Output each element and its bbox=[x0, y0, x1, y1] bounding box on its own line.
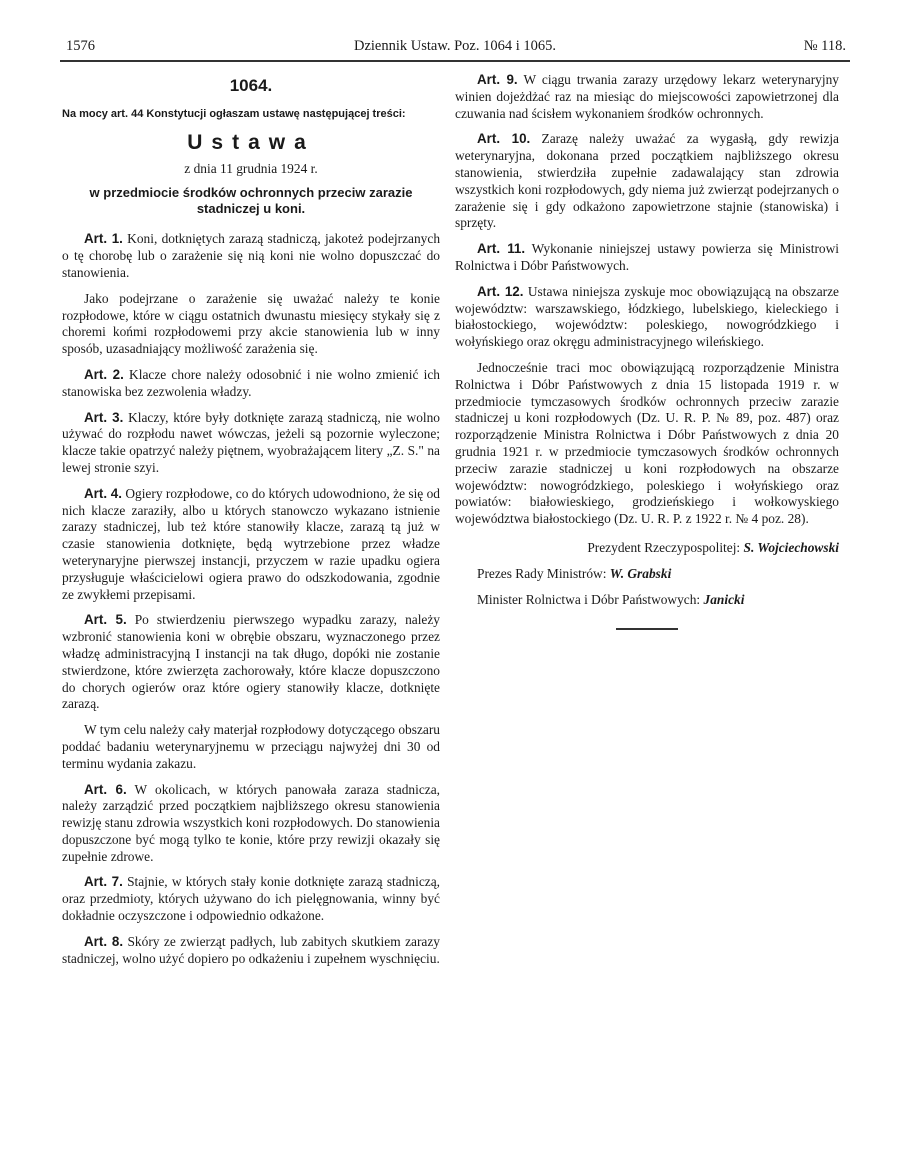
article-label: Art. 11. bbox=[477, 241, 526, 257]
article-label: Art. 8. bbox=[84, 933, 124, 949]
article-label: Art. 10. bbox=[477, 131, 531, 147]
article-label: Art. 4. bbox=[84, 485, 122, 501]
article-8 bbox=[62, 934, 440, 968]
act-title: Ustawa bbox=[187, 130, 315, 154]
act-subject: w przedmiocie środków ochronnych przeciw zarazie stadniczej u koni. bbox=[89, 185, 413, 217]
end-rule bbox=[616, 628, 678, 630]
article-text: Skóry ze zwierząt padłych, lub zabitych skutkiem zarazy stadniczej, wolno użyć dopiero po odkażeniu i zupełnem wyschnięciu. bbox=[62, 933, 441, 966]
article-10 bbox=[455, 131, 839, 232]
article-text: Zarazę należy uważać za wygasłą, gdy rewizja weterynaryjna, dokonana przed początkiem najbliższego okresu stanowienia, stwierdziła zupełnie zadawalający stan zdrowia wszystkich koni rozpłodowych, gdy niema już zwierząt podejrzanych o zarażenie się i gdy odkażono zapowietrzone stajnie (stanowiska) i sprzęty. bbox=[455, 131, 839, 231]
signature-prime-minister bbox=[455, 566, 839, 583]
header-rule bbox=[60, 60, 850, 62]
article-label: Art. 6. bbox=[84, 781, 127, 797]
journal-title: Dziennik Ustaw. Poz. 1064 i 1065. bbox=[353, 38, 557, 54]
article-1-par-2: Jako podejrzane o zarażenie się uważać należy te konie rozpłodowe, które w ciągu ostatnich dwunastu miesięcy stykały się z choremi końmi rozpłodowemi przy akcie stanowienia lub w inny sposób, uzasadniający możliwość zarażenia się. bbox=[62, 290, 440, 357]
page-number: 1576 bbox=[66, 38, 95, 54]
left-column bbox=[62, 72, 440, 976]
article-text: W ciągu trwania zarazy urzędowy lekarz weterynaryjny winien dojeżdżać raz na miesiąc do miejscowości zapowietrzonej dla czuwania nad ścisłem wykonaniem środków ochronnych. bbox=[455, 72, 839, 121]
article-label: Art. 9. bbox=[477, 72, 518, 87]
issue-number: № 118. bbox=[803, 38, 846, 54]
article-text: Klaczy, które były dotknięte zarazą stadniczą, nie wolno używać do rozpłodu nawet wówczas, jeżeli są pozornie wyleczone; klacze takie opatrzyć należy piętnem, wyobrażającem litery „Z. S." na lewej stronie szyi. bbox=[62, 409, 440, 475]
article-label: Art. 1. bbox=[84, 231, 123, 247]
signature-name: W. Grabski bbox=[609, 565, 672, 581]
article-text: W okolicach, w których panowała zaraza stadnicza, należy zarządzić przed początkiem najbliższego okresu stanowienia rewizję stanu zdrowia wszystkich koni rozpłodowych. Do stanowienia dopuszczone być mogą tylko te konie, które przy rewizji okazały się zupełnie zdrowe. bbox=[62, 781, 440, 864]
article-text: Klacze chore należy odosobnić i nie wolno zmienić ich stanowiska bez zezwolenia władzy. bbox=[62, 366, 440, 399]
article-9 bbox=[455, 72, 839, 122]
article-5-par-2: W tym celu należy cały materjał rozpłodowy dotyczącego obszaru poddać badaniu weterynaryjnemu w przeciągu najwyżej dni 30 od terminu wydania zakazu. bbox=[62, 722, 440, 771]
signature-president bbox=[455, 540, 839, 557]
article-4 bbox=[62, 486, 440, 604]
signature-name: S. Wojciechowski bbox=[743, 539, 839, 555]
article-3 bbox=[62, 410, 440, 477]
article-text: Ustawa niniejsza zyskuje moc obowiązującą na obszarze województw: warszawskiego, łódzkiego, lubelskiego, kieleckiego i białostockiego, województw: poleskiego, nowogródzkiego i wołyńskiego oraz okręgu administracyjnego wileńskiego. bbox=[455, 283, 839, 350]
act-date: z dnia 11 grudnia 1924 r. bbox=[184, 160, 318, 176]
article-2 bbox=[62, 367, 440, 401]
article-12 bbox=[455, 284, 839, 351]
article-label: Art. 7. bbox=[84, 874, 123, 890]
right-column bbox=[455, 72, 839, 630]
article-1 bbox=[62, 231, 440, 281]
article-label: Art. 12. bbox=[477, 283, 524, 299]
article-5 bbox=[62, 612, 440, 713]
article-12-par-2: Jednocześnie traci moc obowiązującą rozporządzenie Ministra Rolnictwa i Dóbr Państwowych z dnia 15 listopada 1919 r. w przedmiocie tymczasowych środków ochronnych przeciw zarazie stadniczej u koni rozpłodowych (Dz. U. R. P. № 89, poz. 487) oraz rozporządzenie Ministra Rolnictwa i Dóbr Państwowych z dnia 20 grudnia 1921 r. w przedmiocie tymczasowych środków ochronnych przeciw zarazie stadniczej u koni rozpłodowych na obszarze województw: nowogródzkiego, poleskiego i wołyńskiego oraz powiatów: białowieskiego, grodzieńskiego i wołkowyskiego województwa białostockiego (Dz. U. R. P. z 1922 r. № 4 poz. 28). bbox=[455, 359, 839, 527]
article-7 bbox=[62, 874, 440, 924]
article-text: Ogiery rozpłodowe, co do których udowodniono, że się od nich klacze zaraziły, albo u których stanowczo wykazano istnienie zarazy stadniczej, lub też które stanowiły klacze, zarazą tą już w czasie stanowienia dotknięte, będą wytrzebione przez władze weterynaryjne pierwszej instancji, przyczem w razie upadku ogiera przysługuje właścicielowi ogiera prawo do odszkodowania, zgodnie ze zwykłemi przepisami. bbox=[62, 485, 440, 602]
page-header bbox=[60, 34, 850, 60]
signature-title: Prezes Rady Ministrów: bbox=[477, 565, 610, 581]
article-label: Art. 2. bbox=[84, 366, 124, 382]
article-text: Po stwierdzeniu pierwszego wypadku zarazy, należy wzbronić stanowienia koni w obrębie obszaru, wyznaczonego przez władzę administracyjną I instancji na tak długo, dopóki nie zostanie stwierdzone, które zwierzęta zachorowały, które klacze dopuszczono do chorych ogierów oraz które ogiery stanowiły klacze, dotknięte zarazą. bbox=[62, 612, 441, 712]
signature-name: Janicki bbox=[703, 591, 745, 607]
intro-text: Na mocy art. 44 Konstytucji ogłaszam ustawę następującej treści: bbox=[62, 107, 406, 120]
article-label: Art. 5. bbox=[84, 612, 127, 628]
article-11 bbox=[455, 241, 839, 275]
signature-minister bbox=[455, 592, 839, 609]
article-text: Koni, dotkniętych zarazą stadniczą, jakoteż podejrzanych o tę chorobę lub o zarażenie się nią koni nie wolno dopuszczać do stanowienia. bbox=[62, 231, 441, 280]
article-text: Wykonanie niniejszej ustawy powierza się Ministrowi Rolnictwa i Dóbr Państwowych. bbox=[455, 241, 839, 273]
article-6 bbox=[62, 782, 440, 866]
article-label: Art. 3. bbox=[84, 409, 124, 425]
article-text: Stajnie, w których stały konie dotknięte zarazą stadniczą, oraz przedmioty, których używano do ich pielęgnowania, winny być dokładnie oczyszczone i odpowiednio odkażone. bbox=[62, 874, 441, 924]
signature-title: Prezydent Rzeczypospolitej: bbox=[587, 539, 744, 555]
act-number: 1064. bbox=[229, 76, 273, 95]
signature-title: Minister Rolnictwa i Dóbr Państwowych: bbox=[477, 591, 704, 607]
